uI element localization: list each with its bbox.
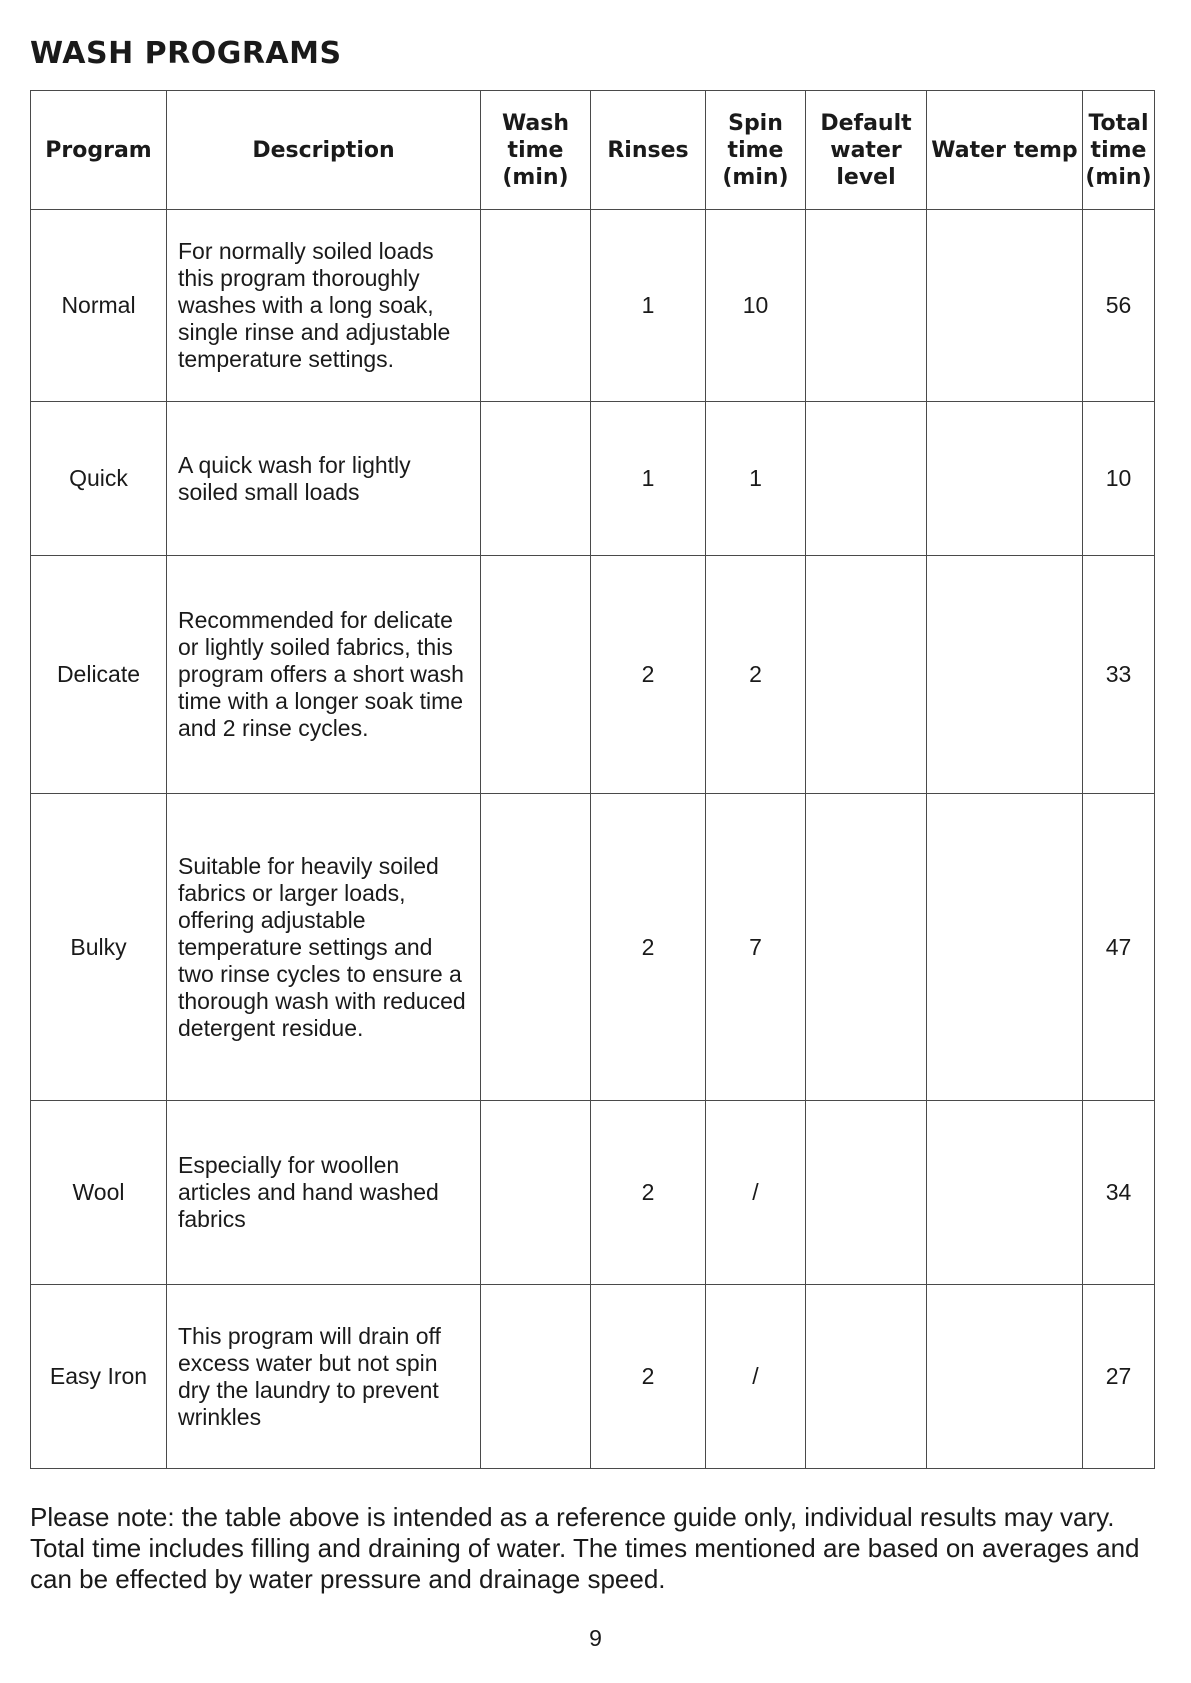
wash-time-value xyxy=(481,1101,591,1285)
program-description: This program will drain off excess water but not spin dry the laundry to prevent wrinkles xyxy=(167,1285,481,1469)
program-name: Easy Iron xyxy=(31,1285,167,1469)
reference-note: Please note: the table above is intended as a reference guide only, individual results may vary. Total time includes filling and draining of water. The times mentioned are based on averages and can be effected by water pressure and drainage speed. xyxy=(30,1502,1140,1594)
program-name: Quick xyxy=(31,402,167,556)
header-description: Description xyxy=(167,91,481,210)
wash-time-value xyxy=(481,794,591,1101)
total-time-value: 33 xyxy=(1083,556,1155,794)
program-description: For normally soiled loads this program thoroughly washes with a long soak, single rinse and adjustable temperature settings. xyxy=(167,210,481,402)
wash-programs-table xyxy=(30,90,1155,1469)
rinses-value: 1 xyxy=(591,210,706,402)
program-description: Suitable for heavily soiled fabrics or larger loads, offering adjustable temperature settings and two rinse cycles to ensure a thorough wash with reduced detergent residue. xyxy=(167,794,481,1101)
total-time-value: 27 xyxy=(1083,1285,1155,1469)
page-title: WASH PROGRAMS xyxy=(30,36,342,71)
header-spin-time: Spin time (min) xyxy=(706,91,806,210)
total-time-value: 47 xyxy=(1083,794,1155,1101)
program-description: Especially for woollen articles and hand washed fabrics xyxy=(167,1101,481,1285)
water-level-value xyxy=(806,794,927,1101)
rinses-value: 2 xyxy=(591,1285,706,1469)
header-wash-time: Wash time (min) xyxy=(481,91,591,210)
header-water-temp: Water temp xyxy=(927,91,1083,210)
water-level-value xyxy=(806,1285,927,1469)
water-temp-value xyxy=(927,402,1083,556)
rinses-value: 1 xyxy=(591,402,706,556)
water-temp-value xyxy=(927,556,1083,794)
program-name: Delicate xyxy=(31,556,167,794)
spin-time-value: 7 xyxy=(706,794,806,1101)
water-level-value xyxy=(806,210,927,402)
header-rinses: Rinses xyxy=(591,91,706,210)
header-program: Program xyxy=(31,91,167,210)
total-time-value: 56 xyxy=(1083,210,1155,402)
program-name: Bulky xyxy=(31,794,167,1101)
table-row xyxy=(31,556,1155,794)
water-temp-value xyxy=(927,1285,1083,1469)
wash-time-value xyxy=(481,210,591,402)
water-temp-value xyxy=(927,1101,1083,1285)
rinses-value: 2 xyxy=(591,556,706,794)
spin-time-value: 10 xyxy=(706,210,806,402)
table-row xyxy=(31,402,1155,556)
spin-time-value: / xyxy=(706,1285,806,1469)
wash-time-value xyxy=(481,556,591,794)
program-name: Wool xyxy=(31,1101,167,1285)
header-total-time: Total time (min) xyxy=(1083,91,1155,210)
table-row xyxy=(31,794,1155,1101)
program-name: Normal xyxy=(31,210,167,402)
rinses-value: 2 xyxy=(591,794,706,1101)
water-level-value xyxy=(806,402,927,556)
total-time-value: 10 xyxy=(1083,402,1155,556)
table-header-row xyxy=(31,91,1155,210)
wash-time-value xyxy=(481,402,591,556)
total-time-value: 34 xyxy=(1083,1101,1155,1285)
spin-time-value: 2 xyxy=(706,556,806,794)
program-description: Recommended for delicate or lightly soiled fabrics, this program offers a short wash time with a longer soak time and 2 rinse cycles. xyxy=(167,556,481,794)
spin-time-value: 1 xyxy=(706,402,806,556)
spin-time-value: / xyxy=(706,1101,806,1285)
water-level-value xyxy=(806,1101,927,1285)
header-default-water-level: Default water level xyxy=(806,91,927,210)
table-row xyxy=(31,1101,1155,1285)
program-description: A quick wash for lightly soiled small loads xyxy=(167,402,481,556)
rinses-value: 2 xyxy=(591,1101,706,1285)
water-temp-value xyxy=(927,210,1083,402)
water-level-value xyxy=(806,556,927,794)
table-row xyxy=(31,1285,1155,1469)
wash-time-value xyxy=(481,1285,591,1469)
table-row xyxy=(31,210,1155,402)
page-number: 9 xyxy=(589,1625,602,1651)
water-temp-value xyxy=(927,794,1083,1101)
